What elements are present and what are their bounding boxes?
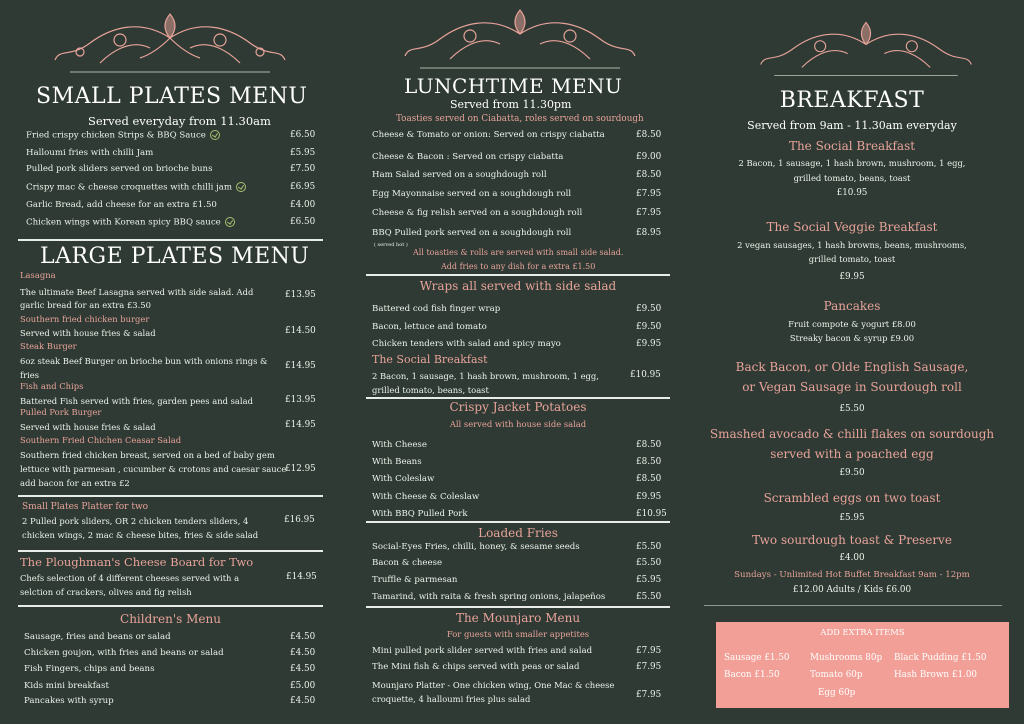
menu-item-name: Egg Mayonnaise served on a soughdough roll bbox=[372, 189, 572, 199]
extra-item: Hash Brown £1.00 bbox=[894, 670, 978, 680]
wraps-title: Wraps all served with side salad bbox=[419, 279, 617, 293]
jacket-title: Crispy Jacket Potatoes bbox=[449, 400, 587, 414]
divider bbox=[366, 274, 670, 276]
vegetarian-icon bbox=[225, 217, 235, 227]
extras-box bbox=[716, 622, 1009, 708]
menu-item-name: Mini pulled pork slider served with fries and salad bbox=[372, 646, 593, 656]
menu-item-desc: 6oz steak Beef Burger on brioche bun with onions rings & bbox=[20, 356, 268, 366]
menu-item-desc: garlic bread for an extra £3.50 bbox=[20, 300, 151, 310]
platter-desc-1: 2 Pulled pork sliders, OR 2 chicken tenders sliders, 4 bbox=[22, 516, 249, 526]
toast-title: Two sourdough toast & Preserve bbox=[752, 533, 952, 547]
menu-item-name: Crispy mac & cheese croquettes with chilli jam bbox=[26, 182, 246, 193]
menu-item-price: £4.50 bbox=[290, 632, 316, 642]
lunch-social-price: £10.95 bbox=[630, 370, 661, 380]
menu-item-name: Sausage, fries and beans or salad bbox=[24, 632, 171, 642]
toast-price: £4.00 bbox=[839, 553, 865, 563]
menu-item-name: Tamarind, with raita & fresh spring onions, jalapeños bbox=[372, 592, 606, 602]
mounjaro-platter-desc-1: Mounjaro Platter - One chicken wing, One Mac & cheese bbox=[372, 680, 615, 690]
menu-item-price: £5.95 bbox=[636, 575, 662, 585]
menu-item-price: £9.50 bbox=[636, 304, 662, 314]
divider bbox=[18, 495, 323, 497]
menu-item-price: £14.95 bbox=[285, 420, 316, 430]
extra-item: Mushrooms 80p bbox=[810, 653, 883, 663]
roll-title-1: Back Bacon, or Olde English Sausage, bbox=[735, 360, 969, 374]
vegetarian-icon bbox=[236, 182, 246, 192]
menu-item-price: £13.95 bbox=[285, 290, 316, 300]
eggs-price: £5.95 bbox=[839, 513, 865, 523]
menu-item-price: £7.95 bbox=[636, 208, 662, 218]
menu-item-price: £8.50 bbox=[636, 457, 662, 467]
extras-title: ADD EXTRA ITEMS bbox=[820, 627, 905, 637]
divider bbox=[366, 397, 670, 399]
ploughman-title: The Ploughman's Cheese Board for Two bbox=[20, 555, 254, 569]
menu-item-price: £5.95 bbox=[290, 148, 316, 158]
vegetarian-icon bbox=[210, 130, 220, 140]
breakfast-subtitle: Served from 9am - 11.30am everyday bbox=[747, 119, 957, 132]
avocado-title-1: Smashed avocado & chilli flakes on sourdough bbox=[709, 427, 995, 441]
extra-item: Black Pudding £1.50 bbox=[894, 653, 987, 663]
lunchtime-subtitle: Served from 11.30pm bbox=[450, 98, 572, 111]
menu-item-price: £4.00 bbox=[290, 200, 316, 210]
extra-item: Tomato 60p bbox=[810, 670, 863, 680]
lunchtime-note: Toasties served on Ciabatta, roles served on sourdough bbox=[396, 114, 644, 124]
menu-item-name: With Cheese bbox=[372, 440, 427, 450]
mounjaro-title: The Mounjaro Menu bbox=[455, 611, 581, 625]
menu-item-desc: The ultimate Beef Lasagna served with side salad. Add bbox=[20, 287, 254, 297]
menu-item-category: Southern Fried Chichen Ceasar Salad bbox=[20, 435, 182, 445]
lunchtime-title: LUNCHTIME MENU bbox=[404, 74, 623, 98]
veggie-price: £9.95 bbox=[839, 272, 865, 282]
menu-item-name: Ham Salad served on a soughdough roll bbox=[372, 170, 547, 180]
menu-item-price: £4.50 bbox=[290, 664, 316, 674]
menu-item-name: Halloumi fries with chilli Jam bbox=[26, 148, 154, 158]
menu-item-name: The Mini fish & chips served with peas or salad bbox=[372, 662, 580, 672]
menu-item-price: £7.95 bbox=[636, 646, 662, 656]
menu-item-price: £8.95 bbox=[636, 228, 662, 238]
breakfast-social-desc-2: grilled tomato, beans, toast bbox=[793, 173, 911, 183]
menu-item-name: With Cheese & Coleslaw bbox=[372, 492, 480, 502]
extra-item: Bacon £1.50 bbox=[724, 670, 780, 680]
avocado-title-2: served with a poached egg bbox=[770, 447, 934, 461]
menu-item-name: With Coleslaw bbox=[372, 474, 435, 484]
menu-item-desc: lettuce with parmesan , cucumber & crotons and caesar sauce bbox=[20, 464, 287, 474]
menu-item-name: Bacon, lettuce and tomato bbox=[372, 322, 487, 332]
divider bbox=[704, 605, 1002, 606]
menu-item-name: Chicken wings with Korean spicy BBQ sauce bbox=[26, 217, 235, 228]
roll-title-2: or Vegan Sausage in Sourdough roll bbox=[742, 380, 962, 394]
menu-item-price: £14.95 bbox=[285, 361, 316, 371]
menu-item-price: £8.50 bbox=[636, 440, 662, 450]
menu-item-name: Bacon & cheese bbox=[372, 558, 443, 568]
menu-item-price: £12.95 bbox=[285, 464, 316, 474]
roll-price: £5.50 bbox=[839, 404, 865, 414]
loaded-fries-title: Loaded Fries bbox=[478, 526, 558, 540]
platter-title: Small Plates Platter for two bbox=[22, 502, 149, 512]
column-breakfast bbox=[700, 0, 1024, 724]
large-plates-title: LARGE PLATES MENU bbox=[40, 244, 310, 269]
menu-item-category: Lasagna bbox=[20, 270, 56, 280]
extra-item: Egg 60p bbox=[818, 688, 856, 698]
menu-item-price: £4.50 bbox=[290, 648, 316, 658]
menu-item-price: £5.50 bbox=[636, 542, 662, 552]
veggie-desc-1: 2 vegan sausages, 1 hash browns, beans, mushrooms, bbox=[737, 240, 967, 250]
menu-item-price: £8.50 bbox=[636, 130, 662, 140]
column-lunchtime bbox=[360, 0, 680, 724]
lunch-social-desc-1: 2 Bacon, 1 sausage, 1 hash brown, mushroom, 1 egg, bbox=[372, 371, 599, 381]
menu-item-name: Fish Fingers, chips and beans bbox=[24, 664, 155, 674]
buffet-title: Sundays - Unlimited Hot Buffet Breakfast 9am - 12pm bbox=[734, 570, 970, 580]
menu-item-name: Pulled pork sliders served on brioche buns bbox=[26, 164, 213, 174]
divider bbox=[18, 239, 323, 241]
lunch-social-desc-2: grilled tomato, beans, toast bbox=[372, 385, 489, 395]
menu-item-name: Cheese & Bacon : Served on crispy ciabatta bbox=[372, 152, 564, 162]
eggs-title: Scrambled eggs on two toast bbox=[763, 491, 941, 505]
menu-item-category: Steak Burger bbox=[20, 341, 77, 351]
jacket-note: All served with house side salad bbox=[449, 419, 587, 429]
menu-item-price: £7.95 bbox=[636, 189, 662, 199]
menu-item-price: £6.95 bbox=[290, 182, 316, 192]
divider bbox=[366, 521, 670, 523]
pancakes-title: Pancakes bbox=[823, 299, 881, 313]
small-plates-subtitle: Served everyday from 11.30am bbox=[88, 114, 271, 128]
veggie-desc-2: grilled tomato, toast bbox=[808, 254, 896, 264]
menu-item-price: £8.50 bbox=[636, 474, 662, 484]
menu-item-name: Cheese & fig relish served on a soughdough roll bbox=[372, 208, 583, 218]
pancakes-line-1: Fruit compote & yogurt £8.00 bbox=[788, 319, 916, 329]
menu-item-name: Cheese & Tomato or onion: Served on crispy ciabatta bbox=[372, 130, 605, 140]
mounjaro-platter-price: £7.95 bbox=[636, 690, 662, 700]
breakfast-social-title: The Social Breakfast bbox=[788, 139, 916, 153]
platter-price: £16.95 bbox=[284, 515, 315, 525]
veggie-title: The Social Veggie Breakfast bbox=[766, 220, 938, 234]
menu-item-desc: fries bbox=[20, 370, 40, 380]
ploughman-desc-1: Chefs selection of 4 different cheeses served with a bbox=[20, 573, 240, 583]
small-plates-title: SMALL PLATES MENU bbox=[36, 84, 308, 109]
menu-item-name: Kids mini breakfast bbox=[24, 681, 109, 691]
extra-item: Sausage £1.50 bbox=[724, 653, 790, 663]
menu-item-price: £14.50 bbox=[285, 326, 316, 336]
breakfast-title: BREAKFAST bbox=[779, 88, 925, 113]
menu-item-price: £5.50 bbox=[636, 558, 662, 568]
menu-item-name: Truffle & parmesan bbox=[372, 575, 458, 585]
ornament-icon bbox=[756, 14, 976, 84]
buffet-price: £12.00 Adults / Kids £6.00 bbox=[792, 585, 912, 595]
menu-item-name: With Beans bbox=[372, 457, 422, 467]
menu-item-price: £9.50 bbox=[636, 322, 662, 332]
menu-item-price: £7.50 bbox=[290, 164, 316, 174]
menu-item-desc: add bacon for an extra £2 bbox=[20, 478, 130, 488]
lunchtime-note-3: Add fries to any dish for a extra £1.50 bbox=[441, 262, 596, 271]
platter-desc-2: chicken wings, 2 mac & cheese bites, fries & side salad bbox=[22, 530, 259, 540]
avocado-price: £9.50 bbox=[839, 468, 865, 478]
menu-item-name: Battered cod fish finger wrap bbox=[372, 304, 501, 314]
childrens-title: Children's Menu bbox=[120, 612, 221, 626]
menu-item-price: £9.95 bbox=[636, 492, 662, 502]
menu-item-price: £7.95 bbox=[636, 662, 662, 672]
served-hot-note: ( served hot ) bbox=[374, 242, 408, 248]
divider bbox=[366, 606, 670, 608]
column-small-large-plates bbox=[0, 0, 340, 724]
menu-item-price: £8.50 bbox=[636, 170, 662, 180]
breakfast-social-price: £10.95 bbox=[836, 188, 868, 198]
menu-item-price: £5.50 bbox=[636, 592, 662, 602]
ploughman-price: £14.95 bbox=[286, 572, 317, 582]
menu-item-name: Fried crispy chicken Strips & BBQ Sauce bbox=[26, 130, 220, 141]
menu-item-desc: Southern fried chicken breast, served on a bed of baby gem bbox=[20, 450, 275, 460]
menu-item-name: Chicken goujon, with fries and beans or salad bbox=[24, 648, 224, 658]
menu-item-name: BBQ Pulled pork served on a soughdough roll bbox=[372, 228, 572, 238]
menu-item-price: £10.95 bbox=[636, 509, 667, 519]
mounjaro-platter-desc-2: croquette, 4 halloumi fries plus salad bbox=[372, 694, 531, 704]
menu-item-price: £4.50 bbox=[290, 696, 316, 706]
menu-item-price: £13.95 bbox=[285, 395, 316, 405]
menu-item-category: Southern fried chicken burger bbox=[20, 314, 150, 324]
menu-item-desc: Battered Fish served with fries, garden pees and salad bbox=[20, 396, 253, 406]
ornament-icon bbox=[400, 8, 640, 78]
menu-item-name: Pancakes with syrup bbox=[24, 696, 114, 706]
menu-item-price: £9.00 bbox=[636, 152, 662, 162]
menu-item-category: Pulled Pork Burger bbox=[20, 407, 102, 417]
menu-item-name: With BBQ Pulled Pork bbox=[372, 509, 468, 519]
ploughman-desc-2: selction of crackers, olives and fig relish bbox=[20, 587, 192, 597]
menu-item-price: £9.95 bbox=[636, 339, 662, 349]
menu-item-desc: Served with house fries & salad bbox=[20, 328, 156, 338]
menu-item-desc: Served with house fries & salad bbox=[20, 422, 156, 432]
divider bbox=[18, 550, 323, 552]
menu-item-price: £6.50 bbox=[290, 217, 316, 227]
mounjaro-note: For guests with smaller appetites bbox=[446, 629, 590, 639]
menu-item-name: Garlic Bread, add cheese for an extra £1.50 bbox=[26, 200, 217, 210]
divider bbox=[18, 605, 323, 607]
pancakes-line-2: Streaky bacon & syrup £9.00 bbox=[789, 333, 915, 343]
menu-item-category: Fish and Chips bbox=[20, 381, 84, 391]
menu-item-name: Social-Eyes Fries, chilli, honey, & sesame seeds bbox=[372, 542, 580, 552]
lunchtime-note-2: All toasties & rolls are served with small side salad. bbox=[413, 248, 624, 257]
menu-item-price: £5.00 bbox=[290, 681, 316, 691]
lunch-social-title: The Social Breakfast bbox=[372, 353, 488, 366]
menu-item-name: Chicken tenders with salad and spicy mayo bbox=[372, 339, 561, 349]
breakfast-social-desc-1: 2 Bacon, 1 sausage, 1 hash brown, mushroom, 1 egg, bbox=[738, 158, 966, 168]
menu-item-price: £6.50 bbox=[290, 130, 316, 140]
ornament-icon bbox=[50, 8, 290, 78]
